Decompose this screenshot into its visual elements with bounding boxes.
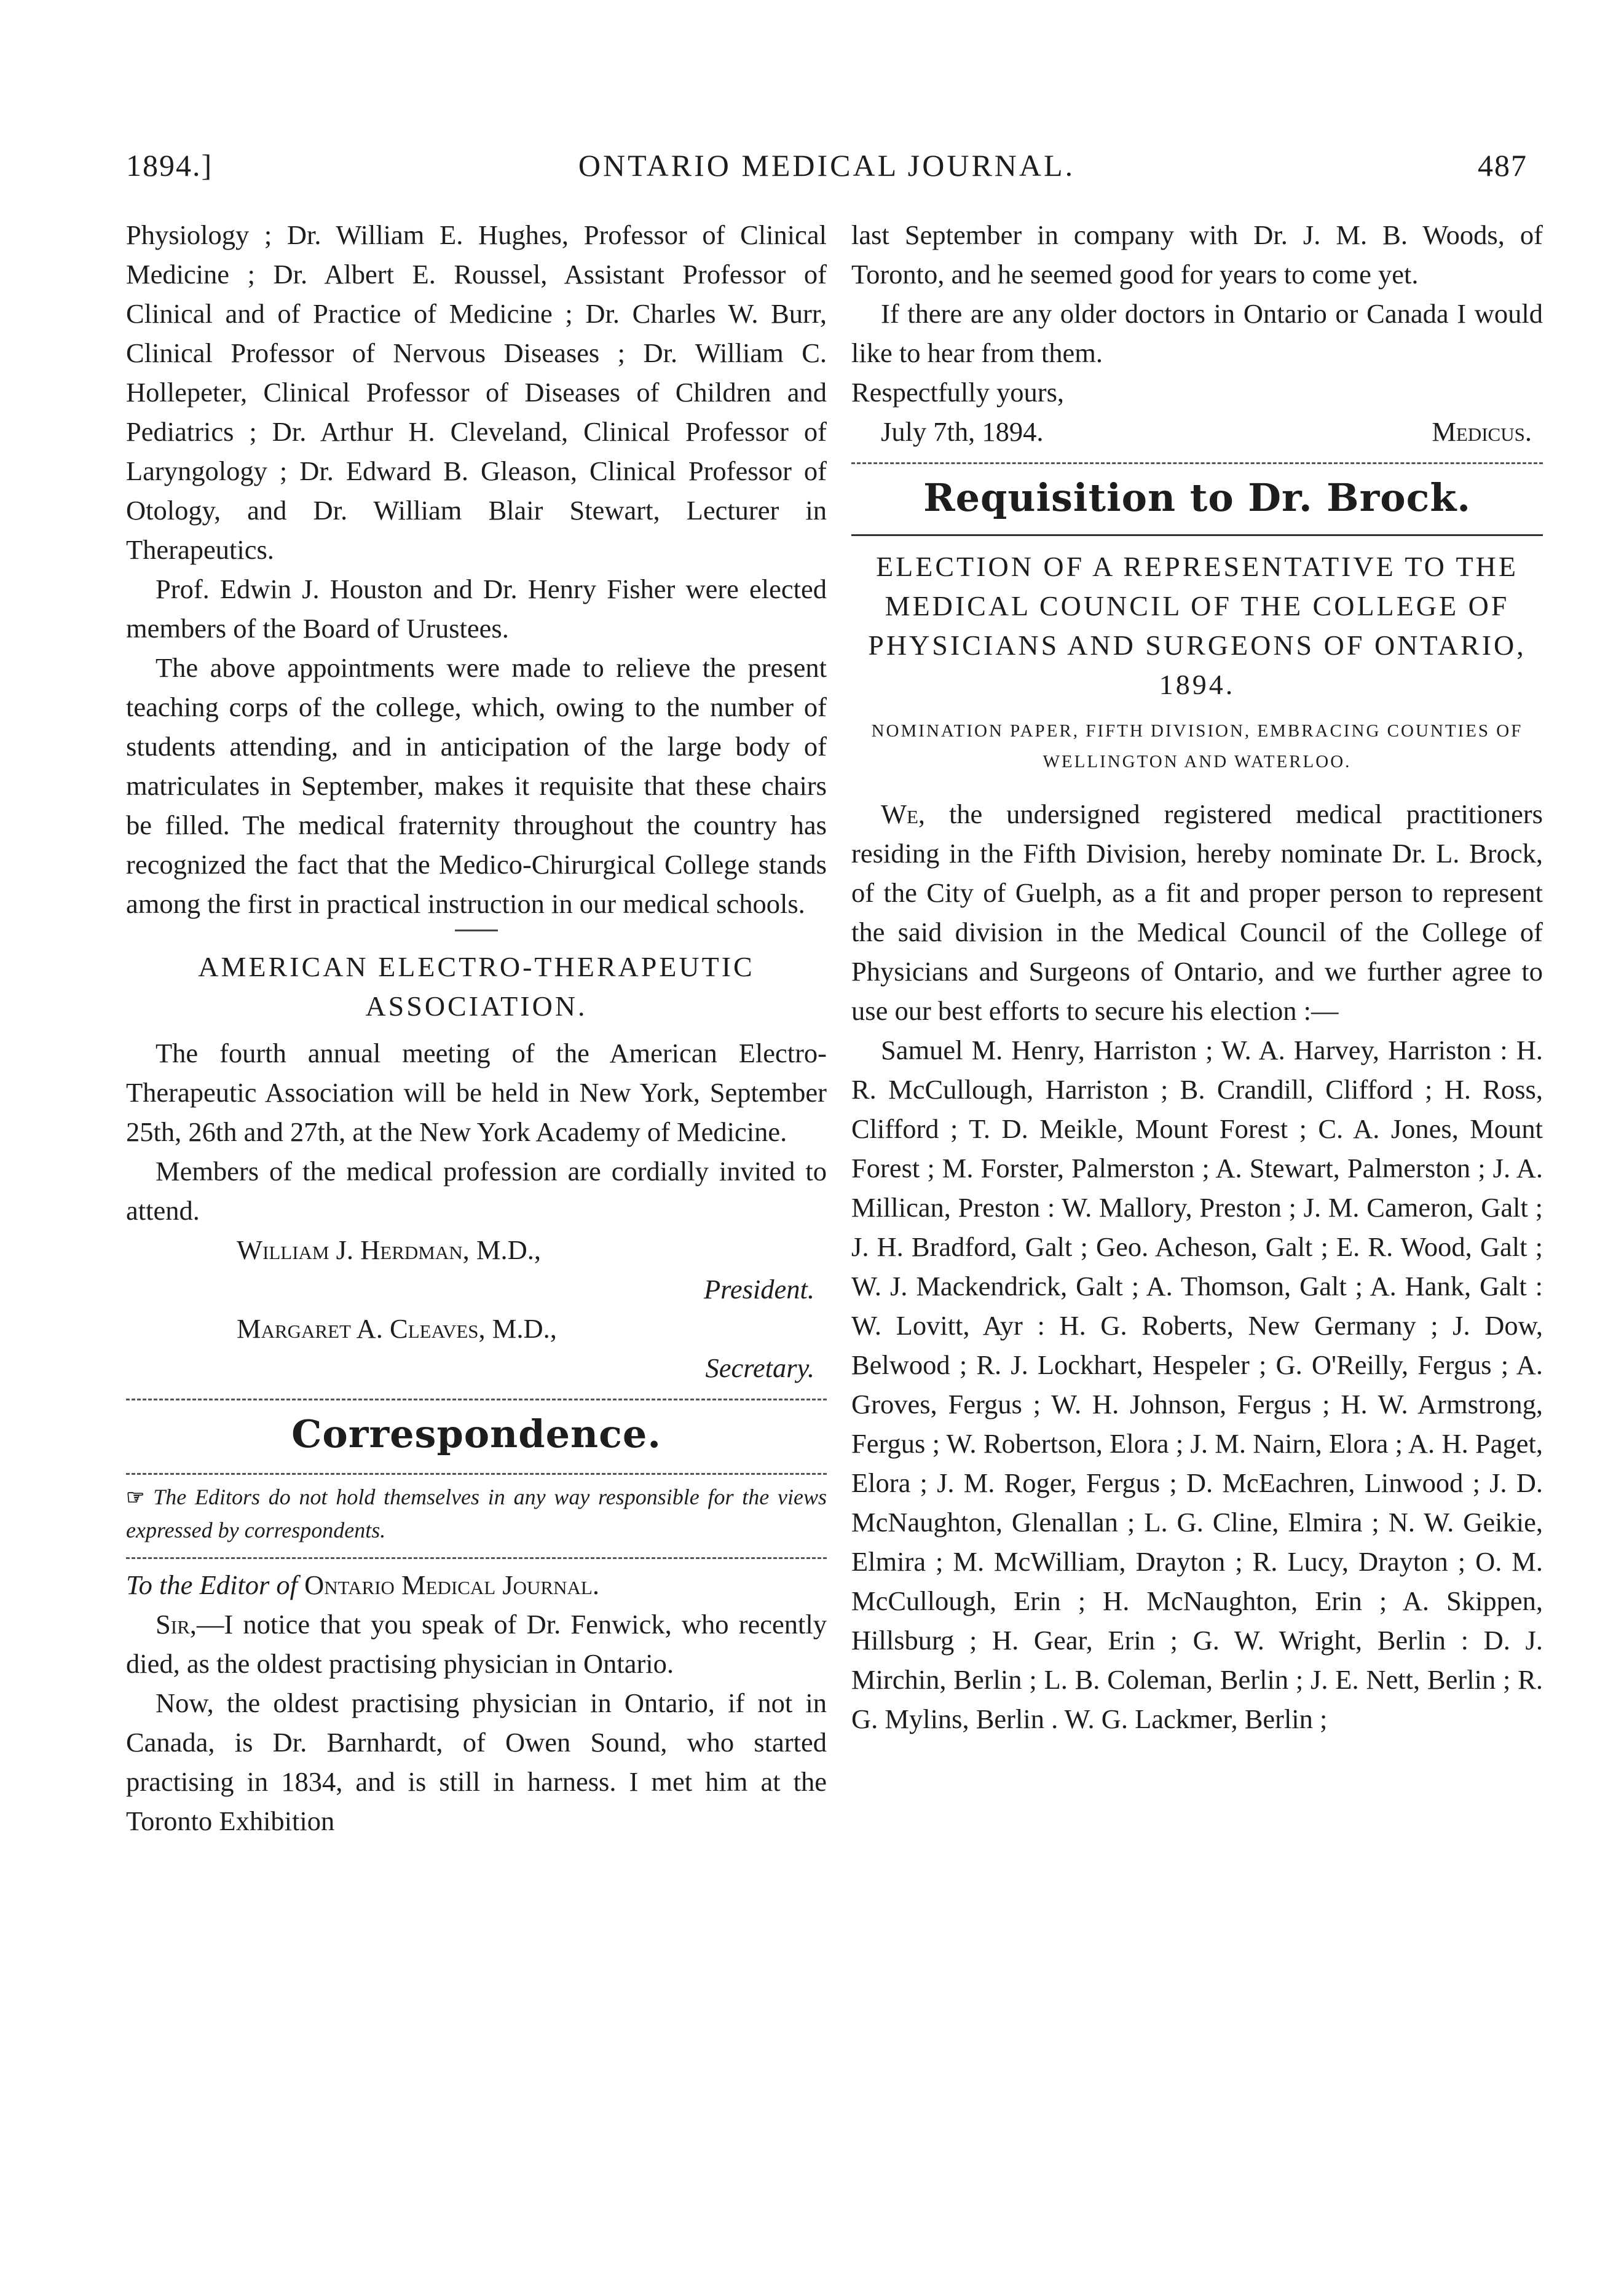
nomination-text: the undersigned registered medical practitioners residing in the Fifth Division, hereby nominate Dr. L. Brock, of the City of Guelph, as a fit and proper person to represent the said division in the Medical Council of the College of Physicians and Surgeons of Ontario, and we further agree to use our best efforts to secure his election :— [851,799,1543,1026]
faculty-appointments-paragraph: Physiology ; Dr. William E. Hughes, Professor of Clinical Medicine ; Dr. Albert E. Roussel, Assistant Professor of Clinical and of Practice of Medicine ; Dr. Charles W. Burr, Clinical Professor of Nervous Diseases ; Dr. William C. Hollepeter, Clinical Professor of Diseases of Children and Pediatrics ; Dr. Arthur H. Cleveland, Clinical Professor of Laryngology ; Dr. Edward B. Gleason, Clinical Professor of Otology, and Dr. William Blair Stewart, Lecturer in Therapeutics. [126,219,827,565]
letter-address [126,1565,827,1605]
letter-paragraph-2: Now, the oldest practising physician in Ontario, if not in Canada, is Dr. Barnhardt, of Owen Sound, who started practising in 1834, and is still in harness. I met him at the Toronto Exhibition [126,1688,827,1836]
letter-paragraph-3: If there are any older doctors in Ontario or Canada I would like to hear from them. [851,298,1543,368]
letter-date: July 7th, 1894. [881,416,1044,447]
left-column [126,215,827,2256]
page-header [126,148,1527,191]
pointing-hand-icon: ☞ [126,1486,145,1509]
secretary-title: Secretary. [705,1352,814,1383]
nominators-list: Samuel M. Henry, Harriston ; W. A. Harvey, Harriston : H. R. McCullough, Harriston ; B. Crandill, Clifford ; H. Ross, Clifford ; T. D. Meikle, Mount Forest ; C. A. Jones, Mount Forest ; M. Forster, Palmerston ; A. Stewart, Palmerston ; J. A. Millican, Preston : W. Mallory, Preston ; J. M. Cameron, Galt ; J. H. Bradford, Galt ; Geo. Acheson, Galt ; E. R. Wood, Galt ; W. J. Mackendrick, Galt ; A. Thomson, Galt ; A. Hank, Galt : W. Lovitt, Ayr : H. G. Roberts, New Germany ; J. Dow, Belwood ; R. J. Lockhart, Hespeler ; G. O'Reilly, Fergus ; A. Groves, Fergus ; W. H. Johnson, Fergus ; H. W. Armstrong, Fergus ; W. Robertson, Elora ; J. M. Nairn, Elora ; A. H. Paget, Elora ; J. M. Roger, Fergus ; D. McEachren, Linwood ; J. D. McNaughton, Glenallan ; L. G. Cline, Elmira ; N. W. Geikie, Elmira ; M. McWilliam, Drayton ; R. Lucy, Drayton ; O. M. McCullough, Erin ; H. McNaughton, Erin ; A. Skippen, Hillsburg ; H. Gear, Erin ; G. W. Wright, Berlin : D. J. Mirchin, Berlin ; L. B. Coleman, Berlin ; J. E. Nett, Berlin ; R. G. Mylins, Berlin . W. G. Lackmer, Berlin ; [851,1035,1543,1734]
appointments-explanation-paragraph: The above appointments were made to relieve the present teaching corps of the college, which, owing to the number of students attending, and in anticipation of the large body of matriculates in September, makes it requisite that these chairs be filled. The medical fraternity throughout the country has recognized the fact that the Medico-Chirurgical College stands among the first in practical instruction in our medical schools. [126,652,827,919]
dashed-divider [126,1473,827,1475]
association-invitation-paragraph: Members of the medical profession are cordially invited to attend. [126,1156,827,1226]
letter-closing: Respectfully yours, [851,377,1065,408]
nomination-paragraph [851,794,1543,1030]
letter-paragraph-1 [126,1605,827,1683]
editors-disclaimer [126,1481,827,1546]
association-meeting-paragraph: The fourth annual meeting of the American Electro-Therapeutic Association will be held in New York, September 25th, 26th and 27th, at the New York Academy of Medicine. [126,1038,827,1147]
letter-address-journal: Ontario Medical Journal. [304,1569,599,1600]
association-heading: AMERICAN ELECTRO-THERAPEUTIC ASSOCIATION. [198,951,755,1022]
header-page-number: 487 [1478,148,1527,183]
trustees-paragraph: Prof. Edwin J. Houston and Dr. Henry Fisher were elected members of the Board of Urustees. [126,574,827,644]
correspondence-heading: Correspondence. [291,1411,661,1456]
dashed-divider [126,1399,827,1400]
editors-disclaimer-text: The Editors do not hold themselves in any way responsible for the views expressed by correspondents. [126,1485,827,1542]
letter-continuation: last September in company with Dr. J. M. B. Woods, of Toronto, and he seemed good for years to come yet. [851,219,1543,290]
secretary-name: Margaret A. Cleaves, M.D., [237,1313,557,1344]
header-year: 1894.] [126,148,213,183]
nomination-lead: We, [881,799,926,829]
solid-divider [851,534,1543,536]
header-journal-title: ONTARIO MEDICAL JOURNAL. [578,148,1076,183]
letter-paragraph-1-text: —I notice that you speak of Dr. Fenwick, who recently died, as the oldest practising physician in Ontario. [126,1609,827,1679]
association-signatures [126,1230,827,1388]
dashed-divider [126,1557,827,1559]
president-name: William J. Herdman, M.D., [237,1234,541,1265]
nomination-subheading: NOMINATION PAPER, FIFTH DIVISION, EMBRACING COUNTIES OF WELLINGTON AND WATERLOO. [871,721,1523,772]
president-title: President. [703,1274,814,1305]
election-heading: ELECTION OF A REPRESENTATIVE TO THE MEDICAL COUNCIL OF THE COLLEGE OF PHYSICIANS AND SURGEONS OF ONTARIO, 1894. [868,551,1526,700]
letter-dateline [851,412,1543,451]
right-column [851,215,1543,2256]
letter-address-prefix: To the Editor of [126,1569,298,1600]
requisition-heading: Requisition to Dr. Brock. [923,475,1471,520]
dashed-divider [851,462,1543,464]
letter-signer: Medicus. [1432,416,1532,447]
letter-salutation: Sir, [156,1609,197,1640]
section-divider [455,930,498,931]
